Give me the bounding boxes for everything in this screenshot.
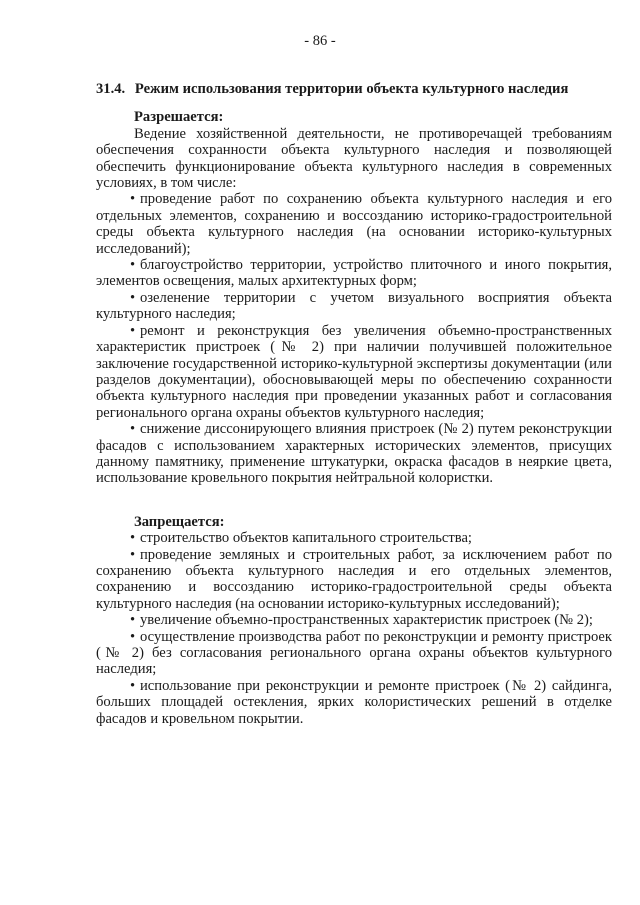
bullet-icon: • [130,191,136,208]
list-item-text: увеличение объемно-пространственных характеристик пристроек (№ 2); [140,612,593,629]
list-item-text: строительство объектов капитального строительства; [140,530,472,547]
bullet-icon: • [130,257,136,274]
list-item-text: озеленение территории с учетом визуального восприятия объекта культурного наследия; [96,289,612,323]
list-item-text: использование при реконструкции и ремонте пристроек (№ 2) сайдинга, больших площадей остекления, ярких колористических решений в отделке фасадов и кровельном покрытии. [96,677,612,727]
list-item-text: снижение диссонирующего влияния пристроек (№ 2) путем реконструкции фасадов с использованием характерных исторических элементов, присущих данному памятнику, применение штукатурки, окраска фасадов в неяркие цвета, использование кровельного покрытия нейтральной колористки. [96,421,612,487]
list-item-text: проведение земляных и строительных работ, за исключением работ по сохранению объекта культурного наследия и его отдельных элементов, сохранению и воссозданию историко-градостроительной среды объекта культурного наследия (на основании историко-культурных исследований); [96,546,612,612]
bullet-icon: • [130,421,136,438]
list-item [96,612,612,628]
document-body [96,81,612,727]
page-number: - 86 - [304,33,336,49]
bullet-icon: • [130,612,136,629]
bullet-icon: • [130,322,136,339]
bullet-icon: • [130,530,136,547]
prohibited-section [96,514,612,727]
list-item [96,530,612,546]
section-heading [96,81,612,97]
list-item-text: проведение работ по сохранению объекта культурного наследия и его отдельных элементов, сохранению и воссозданию историко-градостроительной среды объекта культурного наследия (на основании историко-культурных исследований); [96,191,612,257]
allowed-heading: Разрешается: [134,109,224,126]
list-item [96,323,612,421]
list-item [96,629,612,678]
list-item [96,678,612,727]
prohibited-list [96,530,612,727]
list-item [96,290,612,323]
bullet-icon: • [130,677,136,694]
list-item-text: благоустройство территории, устройство плиточного и иного покрытия, элементов освещения, малых архитектурных форм; [96,257,612,290]
bullet-icon: • [130,546,136,563]
section-number: 31.4. [96,81,126,97]
allowed-section [96,109,612,486]
list-item [96,421,612,487]
list-item [96,547,612,613]
allowed-list [96,191,612,486]
bullet-icon: • [130,289,136,306]
list-item [96,191,612,257]
section-title: Режим использования территории объекта культурного наследия [134,81,569,97]
bullet-icon: • [130,628,136,645]
prohibited-heading: Запрещается: [134,513,225,530]
section-spacer [96,487,612,514]
list-item [96,257,612,290]
list-item-text: осуществление производства работ по реконструкции и ремонту пристроек (№ 2) без согласования регионального органа охраны объектов культурного наследия; [96,628,612,678]
list-item-text: ремонт и реконструкция без увеличения объемно-пространственных характеристик пристроек (№ 2) при наличии получившей положительное заключение государственной историко-культурной экспертизы документации (или разделов документации), обосновывающей меры по обеспечению сохранности объекта культурного наследия при проведении указанных работ и согласования регионального органа охраны объектов культурного наследия; [96,322,612,421]
allowed-intro: Ведение хозяйственной деятельности, не противоречащей требованиям обеспечения сохранности объекта культурного наследия и позволяющей обеспечить функционирование объекта культурного наследия в современных условиях, в том числе: [96,125,612,192]
